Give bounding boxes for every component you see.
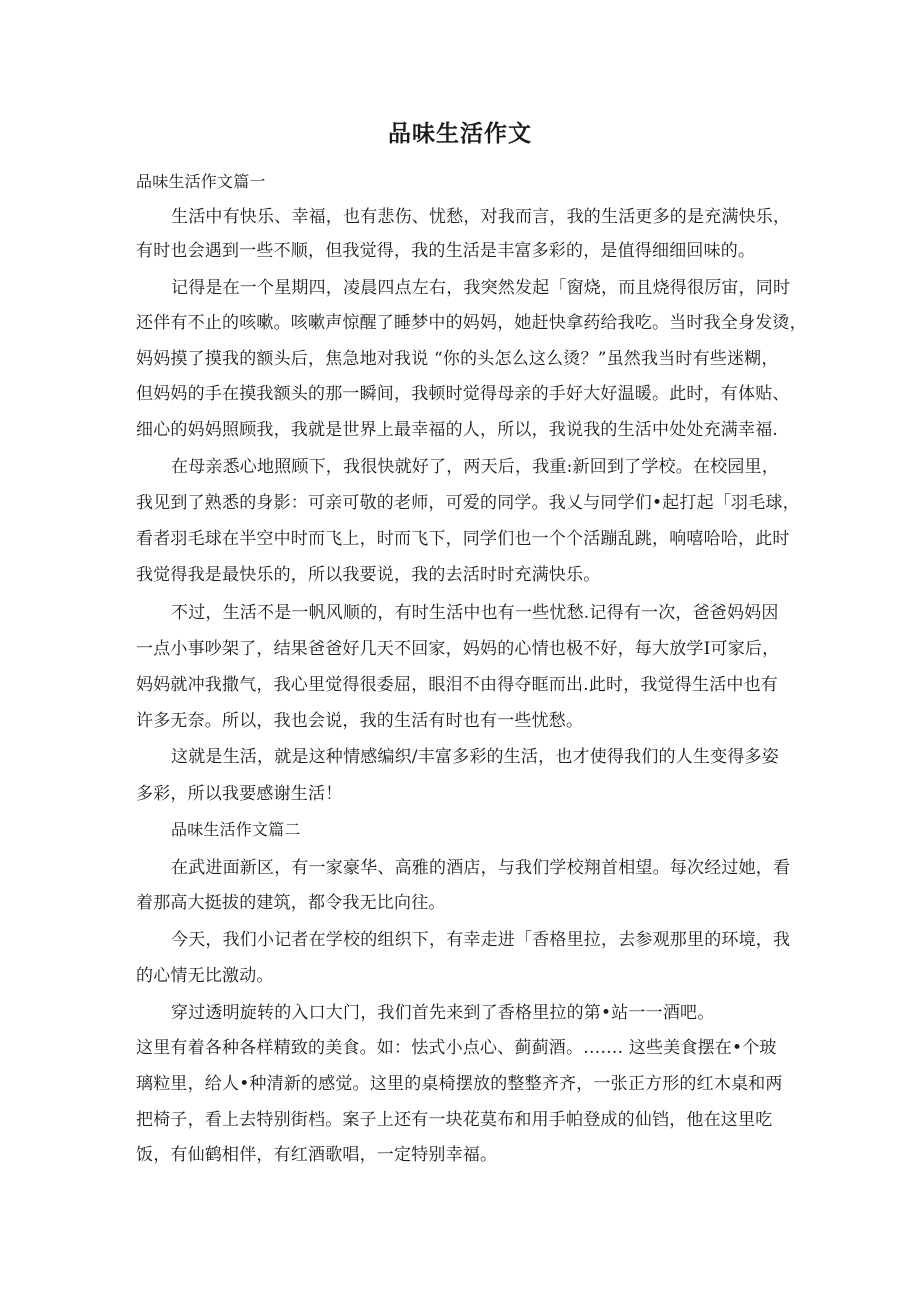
paragraph-line: 有时也会遇到一些不顺，但我觉得，我的生活是丰富多彩的，是值得细细回味的。 (136, 241, 756, 261)
document-title: 品味生活作文 (388, 121, 532, 147)
paragraph-line: 把椅子，看上去特别街档。案子上还有一块花莫布和用手帕登成的仙铛，他在这里吃 (136, 1110, 773, 1130)
paragraph-line: 但妈妈的手在摸我额头的那一瞬间，我顿时觉得母亲的手好大好温暖。此时，有体贴、 (136, 384, 790, 404)
paragraph-line: 记得是在一个星期四，凌晨四点左右，我突然发起「窗烧，而且烧得很厉宙，同时 (171, 278, 791, 298)
paragraph-line: 细心的妈妈照顾我，我就是世界上最幸福的人，所以，我说我的生活中处处充满幸福. (136, 420, 779, 440)
paragraph-line: 多彩，所以我要感谢生活！ (136, 784, 343, 804)
paragraph-line: 许多无奈。所以，我也会说，我的生活有时也有一些忧愁。 (136, 711, 584, 731)
paragraph-line: 璃粒里，给人•种清新的感觉。这里的桌椅摆放的整整齐齐，一张正方形的红木桌和两 (136, 1074, 783, 1094)
paragraph-line: 的心情无比激动。 (136, 966, 274, 986)
paragraph-line: 这就是生活，就是这种情感编织/丰富多彩的生活，也才使得我们的人生变得多姿 (171, 747, 779, 767)
paragraph-line: 今天，我们小记者在学校的组织下，有幸走进「香格里拉，去参观那里的环境，我 (171, 930, 791, 950)
paragraph-line: 在武进面新区，有一家豪华、高雅的酒店，与我们学校翔首相望。每次经过她，看 (171, 858, 791, 878)
paragraph-line: 穿过透明旋转的入口大门，我们首先来到了香格里拉的第•站一一酒吧。 (171, 1003, 715, 1023)
paragraph-line: 着那高大挺拔的建筑，都令我无比向往。 (136, 893, 446, 913)
paragraph-line: 看者羽毛球在半空中时而飞上，时而飞下，同学们也一个个活蹦乱跳，响嘻哈哈，此时 (136, 529, 790, 549)
paragraph-line: 我见到了熟悉的身影：可亲可敬的老师，可爱的同学。我乂与同学们•起打起「羽毛球， (136, 493, 800, 513)
paragraph-line: 饭，有仙鹤相伴，有红酒歌唱，一定特别幸福。 (136, 1145, 498, 1165)
paragraph-line: 妈妈就冲我撒气，我心里觉得很委屈，眼泪不由得夺眶而出.此时，我觉得生活中也有 (136, 675, 779, 695)
paragraph-line: 不过，生活不是一帆风顺的，有时生活中也有一些忧愁.记得有一次，爸爸妈妈因 (171, 603, 779, 623)
section-heading: 品味生活作文篇二 (171, 820, 301, 839)
paragraph-line: 这里有着各种各样精致的美食。如：怯式小点心、蓟蓟酒。……. 这些美食摆在•个玻 (136, 1038, 777, 1058)
paragraph-line: 我觉得我是最快乐的，所以我要说，我的去活时时充满快乐。 (136, 565, 601, 585)
paragraph-line: 还伴有不止的咳嗽。咳嗽声惊醒了睡梦中的妈妈，她赶快拿药给我吃。当时我全身发烫， (136, 313, 807, 333)
paragraph-line: 生活中有快乐、幸福，也有悲伤、忧愁，对我而言，我的生活更多的是充满快乐， (171, 207, 791, 227)
paragraph-line: 一点小事吵架了，结果爸爸好几天不回家，妈妈的心情也极不好，每大放学I可家后， (136, 639, 780, 659)
paragraph-line: 在母亲悉心地照顾下，我很快就好了，两天后，我重:新回到了学校。在校园里， (171, 457, 779, 477)
paragraph-line: 妈妈摸了摸我的额头后，焦急地对我说 “你的头怎么这么烫？”虽然我当时有些迷糊， (136, 349, 779, 369)
section-heading: 品味生活作文篇一 (136, 172, 266, 191)
